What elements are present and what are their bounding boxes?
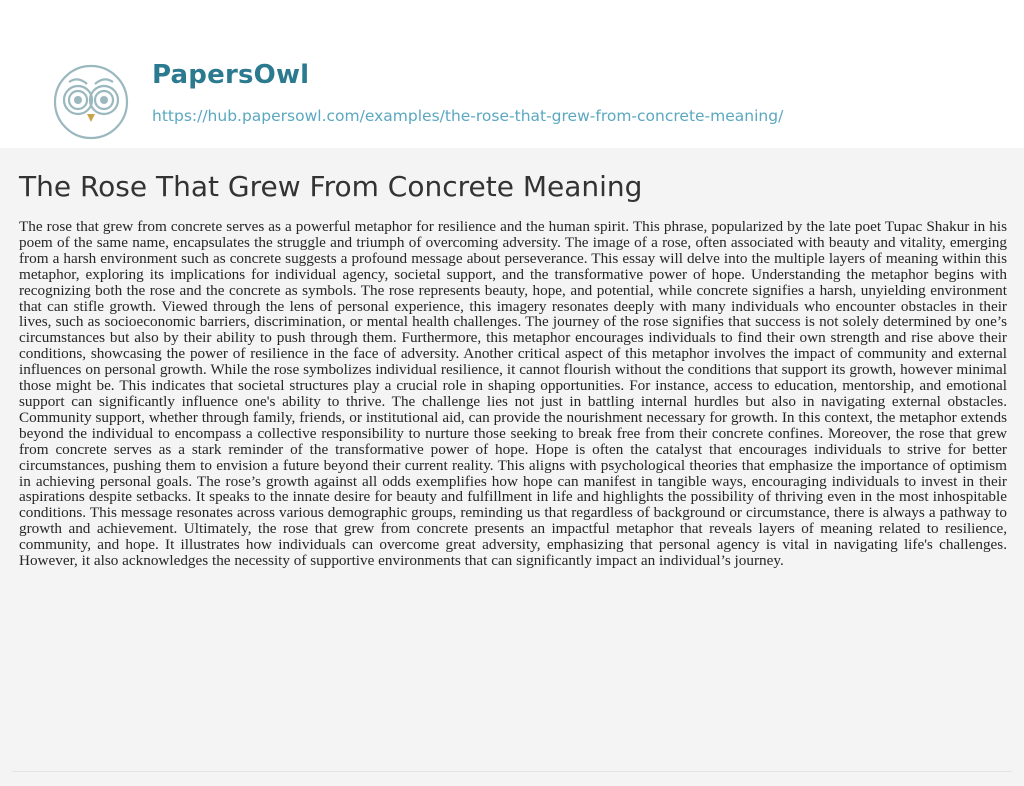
source-url[interactable]: https://hub.papersowl.com/examples/the-rose-that-grew-from-concrete-meaning/ [152,107,784,125]
brand-name[interactable]: PapersOwl [152,60,310,90]
essay-body: The rose that grew from concrete serves as a powerful metaphor for resilience and the human spirit. This phrase, popularized by the late poet Tupac Shakur in his poem of the same name, encapsulates the struggle and triumph of overcoming adversity. The image of a rose, often associated with beauty and vitality, emerging from a harsh environment such as concrete suggests a profound message about perseverance. This essay will delve into the multiple layers of meaning within this metaphor, exploring its implications for individual agency, societal support, and the transformative power of hope. Understanding the metaphor begins with recognizing both the rose and the concrete as symbols. The rose represents beauty, hope, and potential, while concrete signifies a harsh, unyielding environment that can stifle growth. Viewed through the lens of personal experience, this imagery resonates deeply with many individuals who encounter obstacles in their lives, such as socioeconomic barriers, discrimination, or mental health challenges. The journey of the rose signifies that success is not solely determined by one’s circumstances but also by their ability to push through them. Furthermore, this metaphor encourages individuals to find their own strength and rise above their conditions, showcasing the power of resilience in the face of adversity. Another critical aspect of this metaphor involves the impact of community and external influences on personal growth. While the rose symbolizes individual resilience, it cannot flourish without the conditions that support its growth, however minimal those might be. This indicates that societal structures play a crucial role in shaping opportunities. For instance, access to education, mentorship, and emotional support can significantly influence one's ability to thrive. The challenge lies not just in battling internal hurdles but also in navigating external obstacles. Community support, whether through family, friends, or institutional aid, can provide the nourishment necessary for growth. In this context, the metaphor extends beyond the individual to encompass a collective responsibility to nurture those seeking to break free from their concrete confines. Moreover, the rose that grew from concrete serves as a stark reminder of the transformative power of hope. Hope is often the catalyst that encourages individuals to strive for better circumstances, pushing them to envision a future beyond their current reality. This aligns with psychological theories that emphasize the importance of optimism in achieving personal goals. The rose’s growth against all odds exemplifies how hope can manifest in tangible ways, encouraging individuals to invest in their aspirations despite setbacks. It speaks to the innate desire for beauty and fulfillment in life and highlights the possibility of thriving even in the most inhospitable conditions. This message resonates across various demographic groups, reminding us that regardless of background or circumstance, there is always a pathway to growth and achievement. Ultimately, the rose that grew from concrete presents an impactful metaphor that reveals layers of meaning related to resilience, community, and hope. It illustrates how individuals can overcome great adversity, emphasizing that personal agency is vital in navigating life's challenges. However, it also acknowledges the necessity of supportive environments that can significantly impact an individual’s journey. [19,218,1007,570]
page-title: The Rose That Grew From Concrete Meaning [19,170,643,203]
footer-divider [12,771,1012,772]
owl-logo-icon [51,62,131,142]
header [0,0,1024,148]
